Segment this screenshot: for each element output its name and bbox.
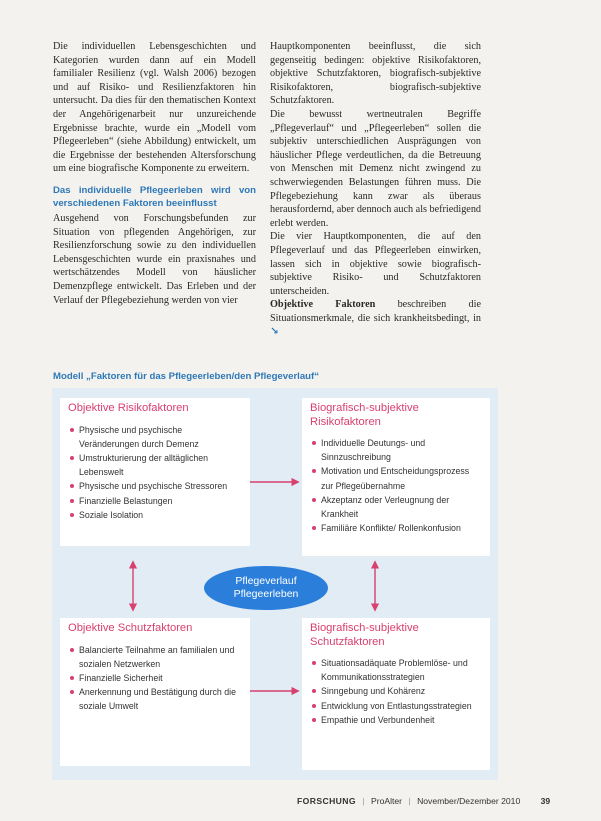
list-item: Individuelle Deutungs- und Sinnzuschreibung — [310, 436, 482, 464]
body-paragraph: Die individuellen Lebensgeschichten und Kategorien wurden dann auf ein Modell familialer Resilienz (vgl. Walsh 2006) bezogen und auf Risiko- und Resilienzfaktoren hin untersucht. Da dies für den thematischen Kontext der Angehörigenarbeit nur unzureichende Ergebnisse brachte, wurde ein „Modell vom Pflegeerleben“ (siehe Abbildung) entwickelt, um die Ergebnisse der bestehenden Altersforschung um eine biografische Komponente zu erweitern. — [53, 41, 256, 175]
box-objective-risk — [60, 398, 250, 546]
box-title: Objektive Schutzfaktoren — [68, 622, 193, 634]
list-item: Empathie und Verbundenheit — [310, 713, 482, 727]
list-item: Akzeptanz oder Verleugnung der Krankheit — [310, 493, 482, 521]
list-item: Physische und psychische Stressoren — [68, 479, 242, 493]
list-item: Situationsadäquate Problemlöse- und Kommunikationsstrategien — [310, 656, 482, 684]
box-title: Biografisch-subjektive Schutzfaktoren — [310, 622, 419, 648]
center-line1: Pflegeverlauf — [235, 575, 297, 587]
continue-arrow-icon: ↘ — [270, 326, 279, 338]
box-title: Objektive Risikofaktoren — [68, 402, 189, 414]
box-biographic-risk — [302, 398, 490, 556]
footer-issue: November/Dezember 2010 — [417, 796, 521, 806]
factor-list — [68, 423, 242, 522]
list-item: Motivation und Entscheidungsprozess zur Pflegeübernahme — [310, 464, 482, 492]
list-item: Anerkennung und Bestätigung durch die soziale Umwelt — [68, 685, 242, 713]
box-title: Biografisch-subjektive Risikofaktoren — [310, 402, 419, 428]
box-biographic-protective — [302, 618, 490, 770]
page-footer — [297, 796, 550, 806]
footer-separator: | — [362, 796, 365, 806]
factor-list — [310, 656, 482, 727]
list-item: Finanzielle Sicherheit — [68, 671, 242, 685]
box-objective-protective — [60, 618, 250, 766]
body-paragraph: Hauptkomponenten beeinflusst, die sich gegenseitig bedingen: objektive Risikofaktoren, objektive Schutzfaktoren, biografisch-subjektive Risikofaktoren, biografisch-subjektive Schutzfaktoren. — [270, 41, 481, 107]
paragraph-text: beschreiben die Situationsmerkmale, die sich krankheitsbedingt, in — [270, 299, 481, 324]
body-paragraph: Ausgehend von Forschungsbefunden zur Situation von pflegenden Angehörigen, zur Resilienzforschung sowie zu den individuellen Lebensgeschichten wurde ein praxisnahes und wertschätzendes Modell von häuslicher Demenzpflege entwickelt. Das Erleben und der Verlauf der Pflegebeziehung werden von vier — [53, 212, 256, 306]
list-item: Balancierte Teilnahme an familialen und sozialen Netzwerken — [68, 643, 242, 671]
left-column — [53, 40, 256, 307]
footer-section: FORSCHUNG — [297, 796, 356, 806]
subheading: Das individuelle Pflegeerleben wird von verschiedenen Faktoren beeinflusst — [53, 184, 256, 209]
list-item: Physische und psychische Veränderungen durch Demenz — [68, 423, 242, 451]
footer-magazine: ProAlter — [371, 796, 403, 806]
list-item: Familiäre Konflikte/ Rollenkonfusion — [310, 521, 482, 535]
page-number: 39 — [540, 796, 551, 806]
body-paragraph: Die vier Hauptkomponenten, die auf den Pflegeverlauf und das Pflegeerleben einwirken, lassen sich in objektive sowie biografisch-subjektive Risiko- und Schutzfaktoren unterscheiden. — [270, 231, 481, 297]
model-title: Modell „Faktoren für das Pflegeerleben/den Pflegeverlauf“ — [53, 371, 320, 382]
list-item: Umstrukturierung der alltäglichen Lebenswelt — [68, 451, 242, 479]
model-diagram — [52, 388, 498, 780]
center-line2: Pflegeerleben — [233, 588, 299, 600]
footer-separator: | — [408, 796, 411, 806]
list-item: Finanzielle Belastungen — [68, 494, 242, 508]
factor-list — [310, 436, 482, 535]
body-paragraph: Die bewusst wertneutralen Begriffe „Pflegeverlauf“ und „Pflegeerleben“ sollen die subjektiv unterschiedlichen Ausprägungen von häuslicher Pflege verdeutlichen, da die Betreuung von Menschen mit Demenz nicht zwingend zu schwerwiegenden Belastungen führen muss. Die Pflegebeziehung kann zwar als überaus herausfordernd, aber dennoch auch als befriedigend erlebt werden. — [270, 108, 482, 229]
right-column — [270, 40, 481, 339]
body-paragraph — [270, 298, 481, 339]
center-ellipse — [204, 566, 328, 610]
list-item: Entwicklung von Entlastungsstrategien — [310, 699, 482, 713]
factor-list — [68, 643, 242, 714]
bold-term: Objektive Faktoren — [270, 299, 376, 311]
list-item: Soziale Isolation — [68, 508, 242, 522]
list-item: Sinngebung und Kohärenz — [310, 684, 482, 698]
